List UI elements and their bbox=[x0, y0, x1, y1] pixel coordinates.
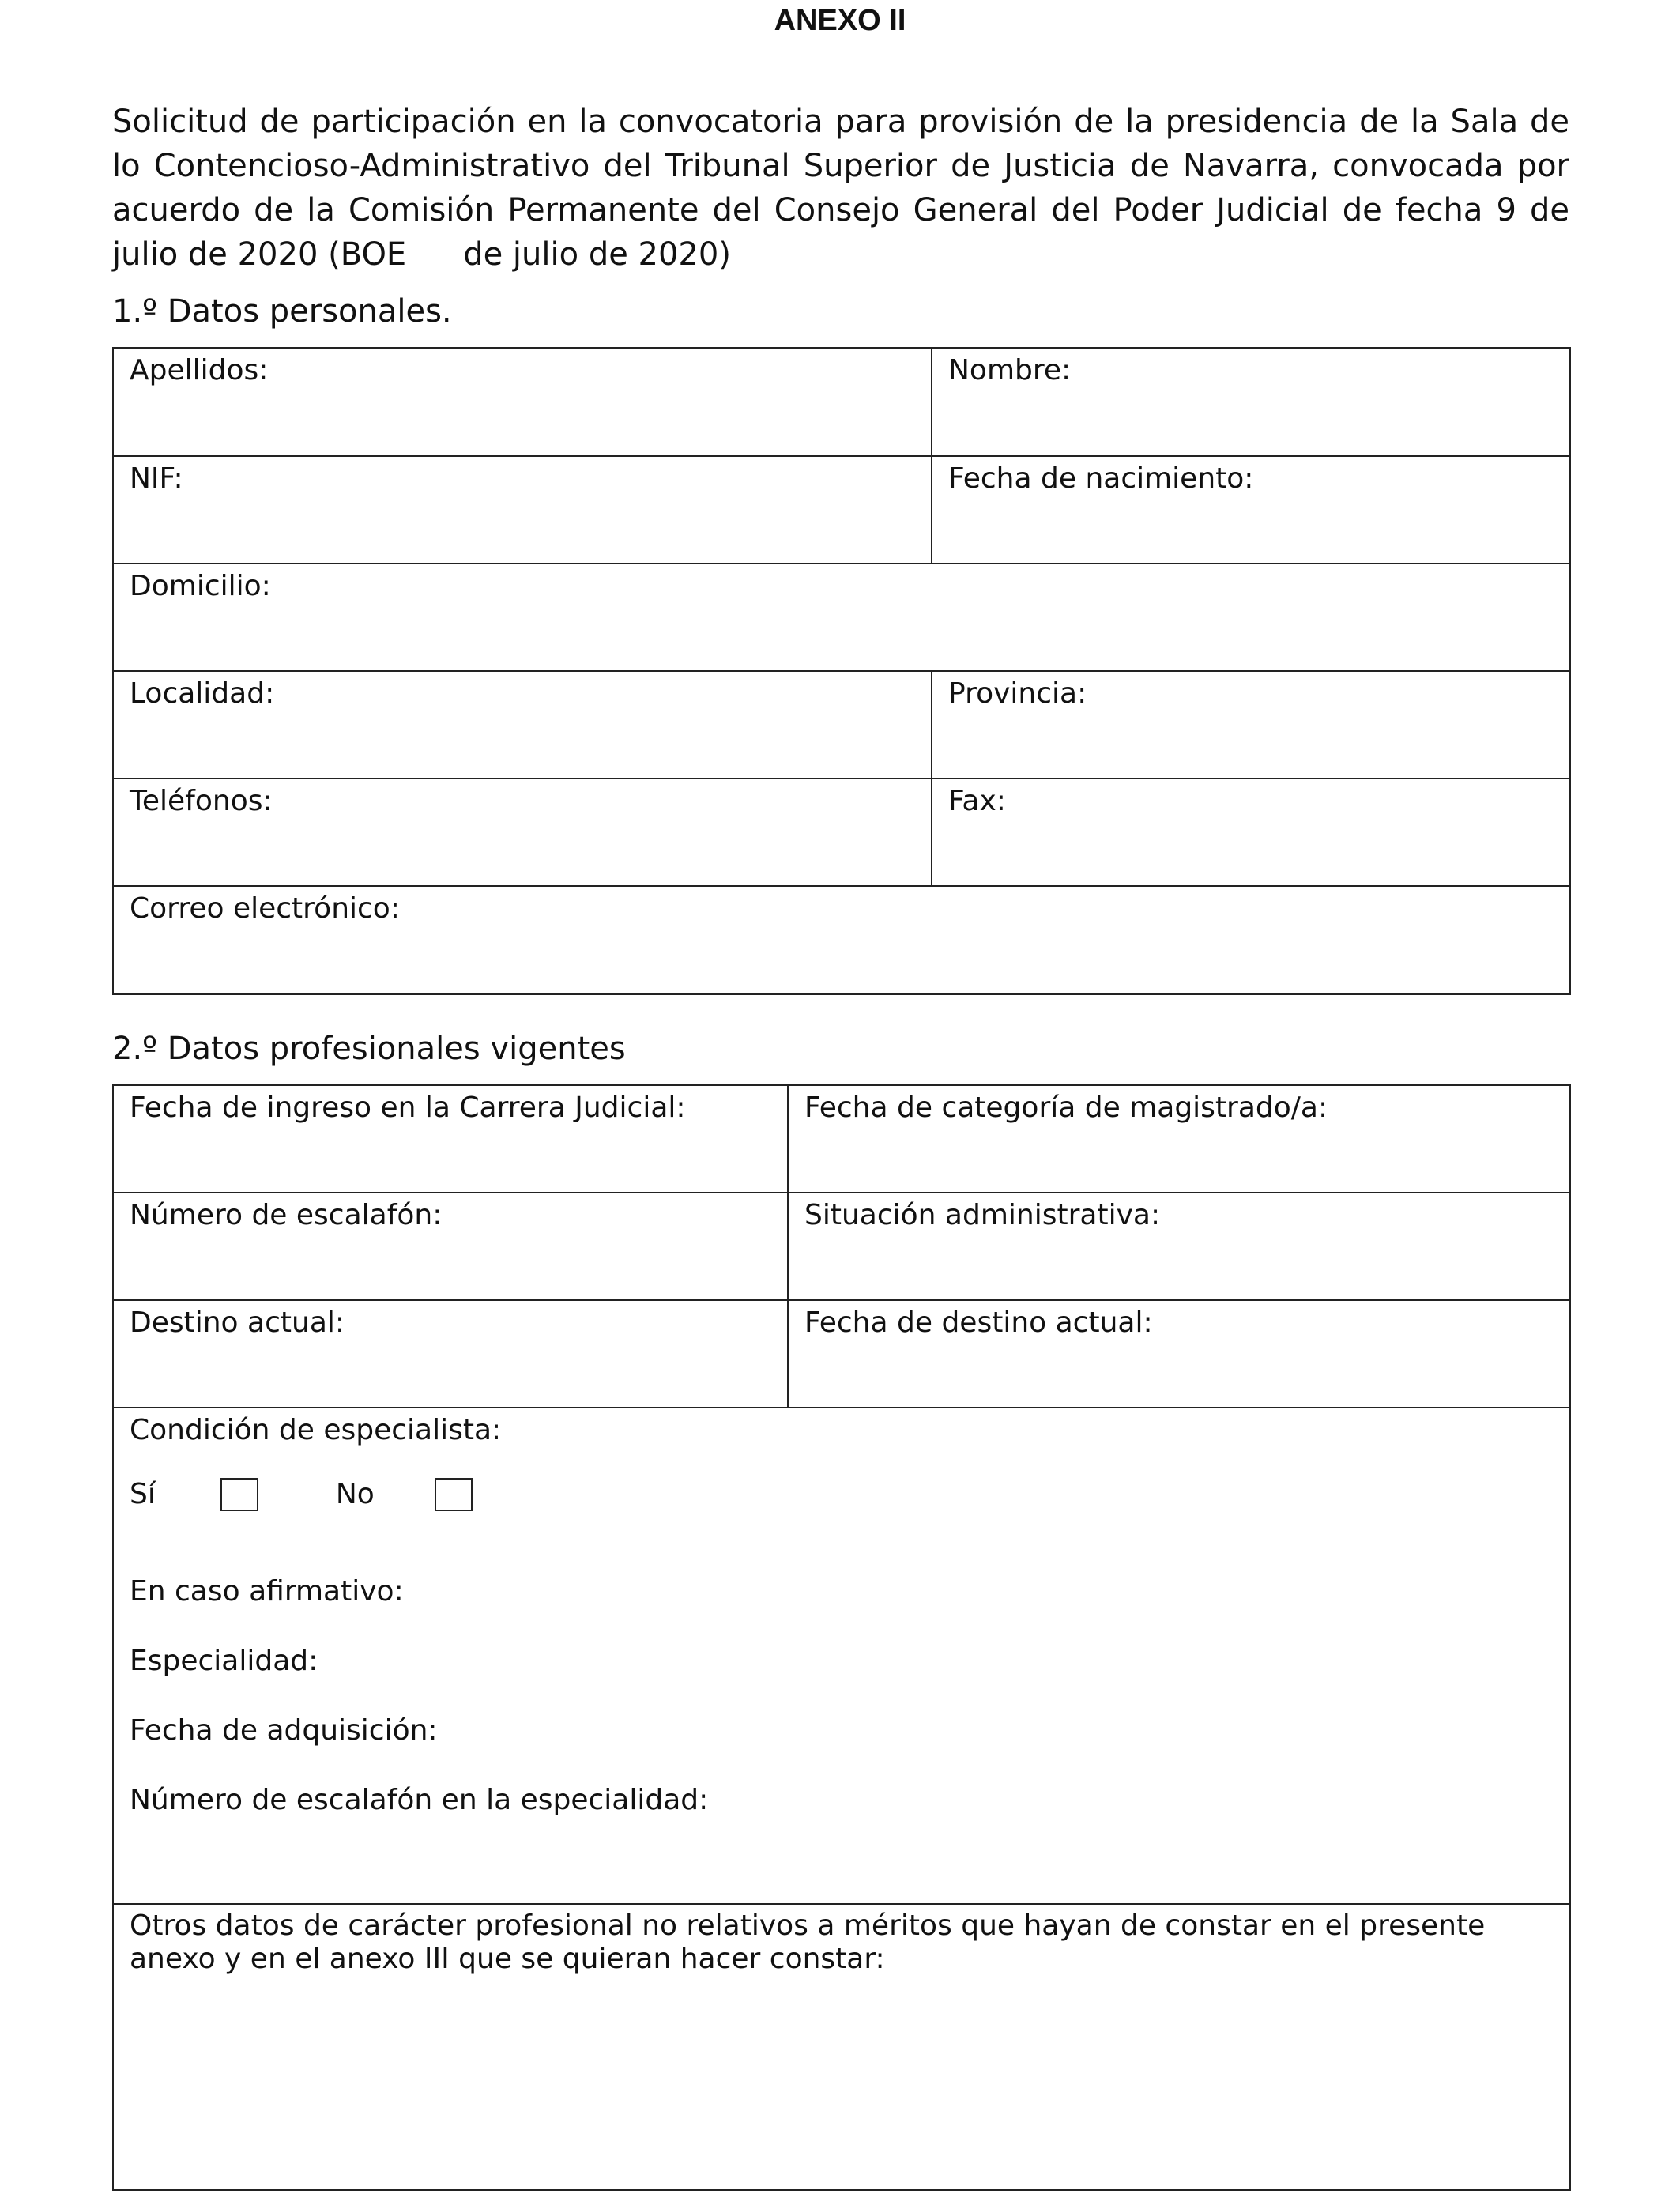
ranking-number-field[interactable] bbox=[113, 1193, 788, 1300]
other-data-field[interactable] bbox=[113, 1904, 1570, 2190]
intro-text: Solicitud de participación en la convocatoria para provisión de la presidencia de la Sala de lo Contencioso-Administrativo del Tribunal Superior de Justicia de Navarra, convocada por acuerdo de la Comisión Permanente del Consejo General del Poder Judicial de fecha 9 de julio de 2020 (BOE bbox=[112, 104, 1569, 273]
table-row bbox=[113, 456, 1570, 564]
fax-label: Fax: bbox=[948, 785, 1006, 817]
no-label: No bbox=[335, 1478, 375, 1510]
nif-field[interactable] bbox=[113, 456, 932, 564]
table-row bbox=[113, 1408, 1570, 1904]
table-row bbox=[113, 1300, 1570, 1408]
specialty-ranking-number-label: Número de escalafón en la especialidad: bbox=[130, 1784, 709, 1816]
personal-data-table bbox=[112, 347, 1571, 995]
nif-label: NIF: bbox=[130, 462, 183, 495]
specialist-yes-no bbox=[130, 1475, 1554, 1514]
specialist-label: Condición de especialista: bbox=[130, 1414, 502, 1446]
birth-date-label: Fecha de nacimiento: bbox=[948, 462, 1254, 495]
table-row bbox=[113, 886, 1570, 994]
category-date-field[interactable] bbox=[788, 1085, 1570, 1193]
acquisition-date-label: Fecha de adquisición: bbox=[130, 1714, 438, 1747]
nombre-field[interactable] bbox=[932, 348, 1570, 456]
apellidos-label: Apellidos: bbox=[130, 354, 269, 386]
section-heading-professional-data: 2.º Datos profesionales vigentes bbox=[112, 1031, 626, 1067]
table-row bbox=[113, 348, 1570, 456]
table-row bbox=[113, 564, 1570, 671]
email-field[interactable] bbox=[113, 886, 1570, 994]
address-label: Domicilio: bbox=[130, 570, 271, 602]
fax-field[interactable] bbox=[932, 778, 1570, 886]
province-field[interactable] bbox=[932, 671, 1570, 778]
table-row bbox=[113, 1904, 1570, 2190]
nombre-label: Nombre: bbox=[948, 354, 1072, 386]
specialist-section bbox=[113, 1408, 1570, 1904]
current-post-label: Destino actual: bbox=[130, 1306, 345, 1339]
entry-date-field[interactable] bbox=[113, 1085, 788, 1193]
locality-label: Localidad: bbox=[130, 677, 275, 710]
specialty-label: Especialidad: bbox=[130, 1645, 318, 1677]
ranking-number-label: Número de escalafón: bbox=[130, 1199, 443, 1231]
address-field[interactable] bbox=[113, 564, 1570, 671]
current-post-date-label: Fecha de destino actual: bbox=[804, 1306, 1153, 1339]
professional-data-table bbox=[112, 1084, 1571, 2191]
locality-field[interactable] bbox=[113, 671, 932, 778]
apellidos-field[interactable] bbox=[113, 348, 932, 456]
phones-field[interactable] bbox=[113, 778, 932, 886]
yes-label: Sí bbox=[130, 1478, 156, 1510]
table-row bbox=[113, 1085, 1570, 1193]
current-post-field[interactable] bbox=[113, 1300, 788, 1408]
no-checkbox[interactable] bbox=[435, 1478, 473, 1511]
other-data-label: Otros datos de carácter profesional no relativos a méritos que hayan de constar en el presente anexo y en el anexo III que se quieran hacer constar: bbox=[130, 1909, 1486, 1975]
intro-text-tail: de julio de 2020) bbox=[463, 236, 731, 273]
document-title: ANEXO II bbox=[774, 4, 906, 37]
yes-checkbox[interactable] bbox=[220, 1478, 258, 1511]
birth-date-field[interactable] bbox=[932, 456, 1570, 564]
entry-date-label: Fecha de ingreso en la Carrera Judicial: bbox=[130, 1091, 686, 1124]
if-affirmative-label: En caso afirmativo: bbox=[130, 1575, 404, 1608]
intro-paragraph bbox=[112, 100, 1569, 277]
table-row bbox=[113, 778, 1570, 886]
administrative-status-label: Situación administrativa: bbox=[804, 1199, 1161, 1231]
table-row bbox=[113, 671, 1570, 778]
section-heading-personal-data: 1.º Datos personales. bbox=[112, 293, 452, 330]
administrative-status-field[interactable] bbox=[788, 1193, 1570, 1300]
table-row bbox=[113, 1193, 1570, 1300]
province-label: Provincia: bbox=[948, 677, 1087, 710]
category-date-label: Fecha de categoría de magistrado/a: bbox=[804, 1091, 1328, 1124]
email-label: Correo electrónico: bbox=[130, 892, 400, 925]
phones-label: Teléfonos: bbox=[130, 785, 273, 817]
current-post-date-field[interactable] bbox=[788, 1300, 1570, 1408]
